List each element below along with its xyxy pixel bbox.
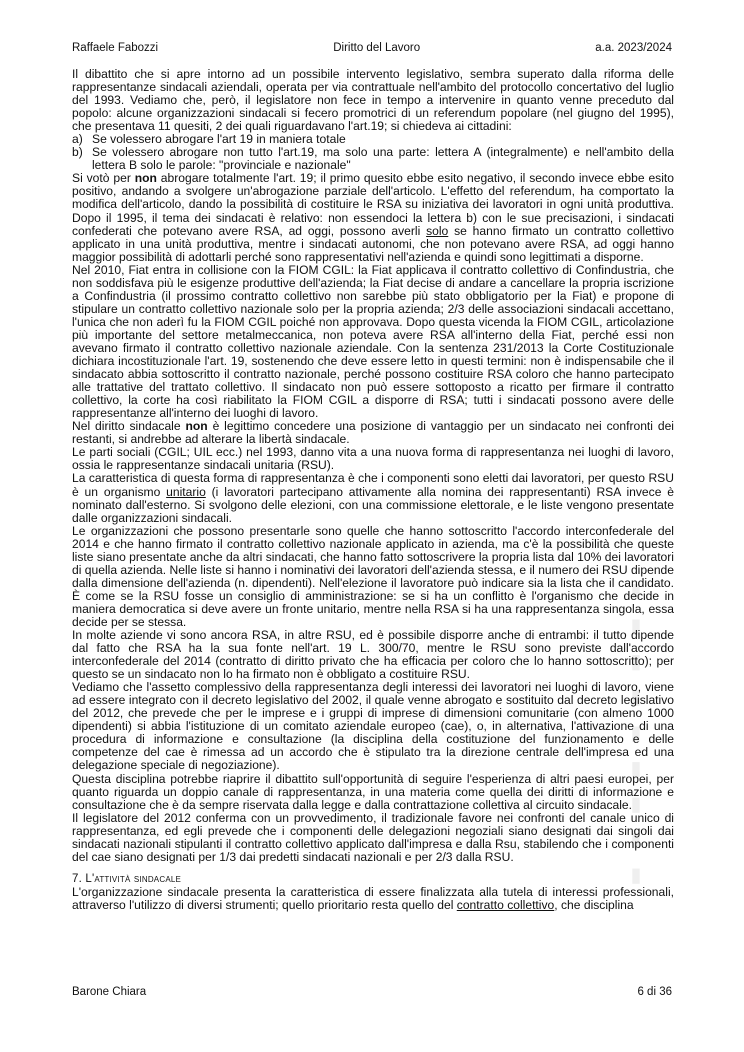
paragraph-8: In molte aziende vi sono ancora RSA, in altre RSU, ed è possibile disporre anche di entrambi: il tutto dipende dal fatto che RSA ha la sua fonte nell'art. 19 L. 300/70, mentre le RSU sono previste dall'accordo interconfederale del 2014 (contratto di diritto privato che ha efficacia per coloro che lo hanno sottoscritto); per questo se un sindacato non lo ha firmato non è obbligato a costituire RSU.	[72, 628, 674, 682]
page-header	[72, 42, 672, 58]
watermark: ▮ ▮ ▮ ▮ ▮ ▮ ▮ ▮ ▮	[626, 578, 648, 890]
list-text-a: Se volessero abrogare l'art 19 in maniera totale	[92, 132, 346, 147]
header-year: a.a. 2023/2024	[595, 42, 672, 54]
paragraph-1: Il dibattito che si apre intorno ad un possibile intervento legislativo, sembra superato dalla riforma delle rappresentanze sindacali aziendali, operata per via contrattuale nell'ambito del protocollo concertativo del luglio del 1993. Vediamo che, però, il legislatore non fece in tempo a intervenire in quanto venne preceduto dal popolo: alcune organizzazioni sindacali si fecero promotrici di un referendum popolare (nel giugno del 1995), che presentava 11 quesiti, 2 dei quali riguardavano l'art.19; si chiedeva ai cittadini:	[72, 67, 674, 134]
p2-underline: solo	[426, 223, 449, 238]
section-title: 7. L'attività sindacale	[72, 872, 182, 885]
p2-post: se hanno firmato un contratto collettivo applicato in una unità produttiva, mentre i sindacati autonomi, che non potevano avere RSA, ad oggi hanno maggior possibilità di adottarli perché sono rappresentativi nell'azienda e quindi sono legittimati a disporne.	[72, 223, 674, 264]
list-marker-b: b)	[72, 145, 83, 160]
paragraph-11: Il legislatore del 2012 conferma con un provvedimento, il tradizionale favore nei confronti del canale unico di rappresentanza, ed egli prevede che i componenti delle delegazioni negoziali siano designati dai singoli dai sindacati nazionali stipulanti il contratto collettivo applicato dall'impresa e dalla Rsu, stabilendo che i componenti del cae siano designati per 1/3 dai predetti sindacati nazionali e per 2/3 dalla RSU.	[72, 810, 674, 864]
footer-author: Barone Chiara	[72, 986, 147, 998]
list-item-b	[72, 146, 674, 172]
paragraph-9: Vediamo che l'assetto complessivo della rappresentanza degli interessi dei lavoratori nei luoghi di lavoro, viene ad essere integrato con il decreto legislativo del 2002, il quale venne abrogato e sostituito dal decreto legislativo del 2012, che prevede che per le imprese e i gruppi di imprese di dimensioni comunitarie (con almeno 1000 dipendenti) si abbia l'istituzione di un comitato aziendale europeo (cae), o, in alternativa, l'attivazione di una procedura di informazione e consultazione (la disciplina della costituzione del funzionamento e delle competenze del cae è rimessa ad un accordo che è stipulato tra la direzione centrale dell'impresa ed una delegazione speciale di negoziazione).	[72, 680, 674, 773]
p2-bold: non	[134, 171, 157, 186]
p6-pre: La caratteristica di questa forma di rappresentanza è che i componenti sono eletti dai lavoratori, per questo RSU è un organismo	[72, 471, 674, 499]
page-footer	[72, 986, 672, 1002]
p12-underline: contratto collettivo	[456, 897, 555, 912]
p2-mid: abrogare totalmente l'art. 19; il primo quesito ebbe esito negativo, il secondo invece ebbe esito positivo, andando a svolgere un'abrogazione parziale dell'articolo. L'effetto del referendum, ha comportato la modifica dell'articolo, dando la possibilità di costituire le RSA su iniziativa dei lavoratori in ogni unità produttiva. Dopo il 1995, il tema dei sindacati è relativo: non essendoci la lettera b) con le sue precisazioni, i sindacati confederati che potevano avere RSA, ad oggi, possono averli	[72, 171, 674, 238]
paragraph-2	[72, 172, 674, 263]
paragraph-7: Le organizzazioni che possono presentarle sono quelle che hanno sottoscritto l'accordo interconfederale del 2014 e che hanno firmato il contratto collettivo nazionale applicato in azienda, ma c'è la possibilità che queste liste siano presentate anche da altri sindacati, che hanno fatto sottoscrivere la propria lista dal 10% dei lavoratori di quella azienda. Nelle liste si hanno i nominativi dei lavoratori dell'azienda stessa, e il numero dei RSU dipende dalla dimensione dell'azienda (n. dipendenti). Nell'elezione il lavoratore può indicare sia la lista che il candidato. È come se la RSU fosse un consiglio di amministrazione: se si ha un conflitto è l'organismo che decide in maniera democratica si deve avere un fronte unitario, mentre nella RSA si ha una rappresentanza singola, essa decide per se stessa.	[72, 523, 674, 629]
paragraph-4	[72, 420, 674, 446]
list-text-b: Se volessero abrogare non tutto l'art.19, ma solo una parte: lettera A (integralmente) e nell'ambito della lettera B solo le parole: "provinciale e nazionale"	[92, 145, 674, 173]
paragraph-3: Nel 2010, Fiat entra in collisione con la FIOM CGIL: la Fiat applicava il contratto collettivo di Confindustria, che non soddisfava più le esigenze produttive dell'azienda; la Fiat decise di andare a cancellare la propria iscrizione a Confindustria (il prossimo contratto collettivo non sarebbe più stato obbligatorio per la Fiat) e propone di stipulare un contratto collettivo nazionale solo per la propria azienda; 2/3 delle associazioni sindacali accettano, l'unica che non aderì fu la FIOM CGIL poiché non approvava. Dopo questa vicenda la FIOM CGIL, articolazione più importante del settore metalmeccanica, non poteva avere RSA all'interno della Fiat, perché essi non avevano firmato il contratto collettivo nazionale aziendale. Con la sentenza 231/2013 la Corte Costituzionale dichiara incostituzionale l'art. 19, sostenendo che deve essere letto in questi termini: non è indispensabile che il sindacato abbia sottoscritto il contratto nazionale, perché possono costituire RSA coloro che hanno partecipato alle trattative del trattato collettivo. Il sindacato non può essere sottoposto a ricatto per firmare il contratto collettivo, la corte ha così riabilitato la FIOM CGIL a disporre di RSA; tutti i sindacati possono avere delle rappresentanze all'interno dei luoghi di lavoro.	[72, 262, 674, 421]
p2-pre: Si votò per	[72, 171, 135, 186]
header-course: Diritto del Lavoro	[333, 42, 421, 54]
p12-post: , che disciplina	[554, 897, 634, 912]
paragraph-6	[72, 472, 674, 524]
document-body	[72, 68, 674, 912]
p6-underline: unitario	[166, 484, 206, 499]
p12-pre: L'organizzazione sindacale presenta la caratteristica di essere finalizzata alla tutela di interessi professionali, attraverso l'utilizzo di diversi strumenti; quello prioritario resta quello del	[72, 884, 674, 912]
page-number: 6 di 36	[637, 986, 672, 998]
p4-post: è legittimo concedere una posizione di vantaggio per un sindacato nei confronti dei restanti, si andrebbe ad alterare la libertà sindacale.	[72, 419, 674, 447]
p4-bold: non	[185, 419, 208, 434]
paragraph-10: Questa disciplina potrebbe riaprire il dibattito sull'opportunità di seguire l'esperienza di altri paesi europei, per quanto riguarda un doppio canale di rappresentanza, in una materia come quella dei diritti di informazione e consultazione che è da sempre riservata dalla legge e dalla contrattazione collettiva al circuito sindacale.	[72, 771, 674, 812]
list-marker-a: a)	[72, 132, 83, 147]
header-author: Raffaele Fabozzi	[72, 42, 159, 54]
p4-pre: Nel diritto sindacale	[72, 419, 186, 434]
paragraph-12	[72, 886, 674, 912]
referendum-list	[72, 133, 674, 172]
paragraph-5: Le parti sociali (CGIL; UIL ecc.) nel 1993, danno vita a una nuova forma di rappresentanza nei luoghi di lavoro, ossia le rappresentanze sindacali unitaria (RSU).	[72, 445, 674, 473]
p6-post: (i lavoratori partecipano attivamente alla nomina dei rappresentanti) RSA invece è nominato dall'esterno. Si svolgono delle elezioni, con una commissione elettorale, e le liste vengono presentate dalle organizzazioni sindacali.	[72, 484, 674, 525]
